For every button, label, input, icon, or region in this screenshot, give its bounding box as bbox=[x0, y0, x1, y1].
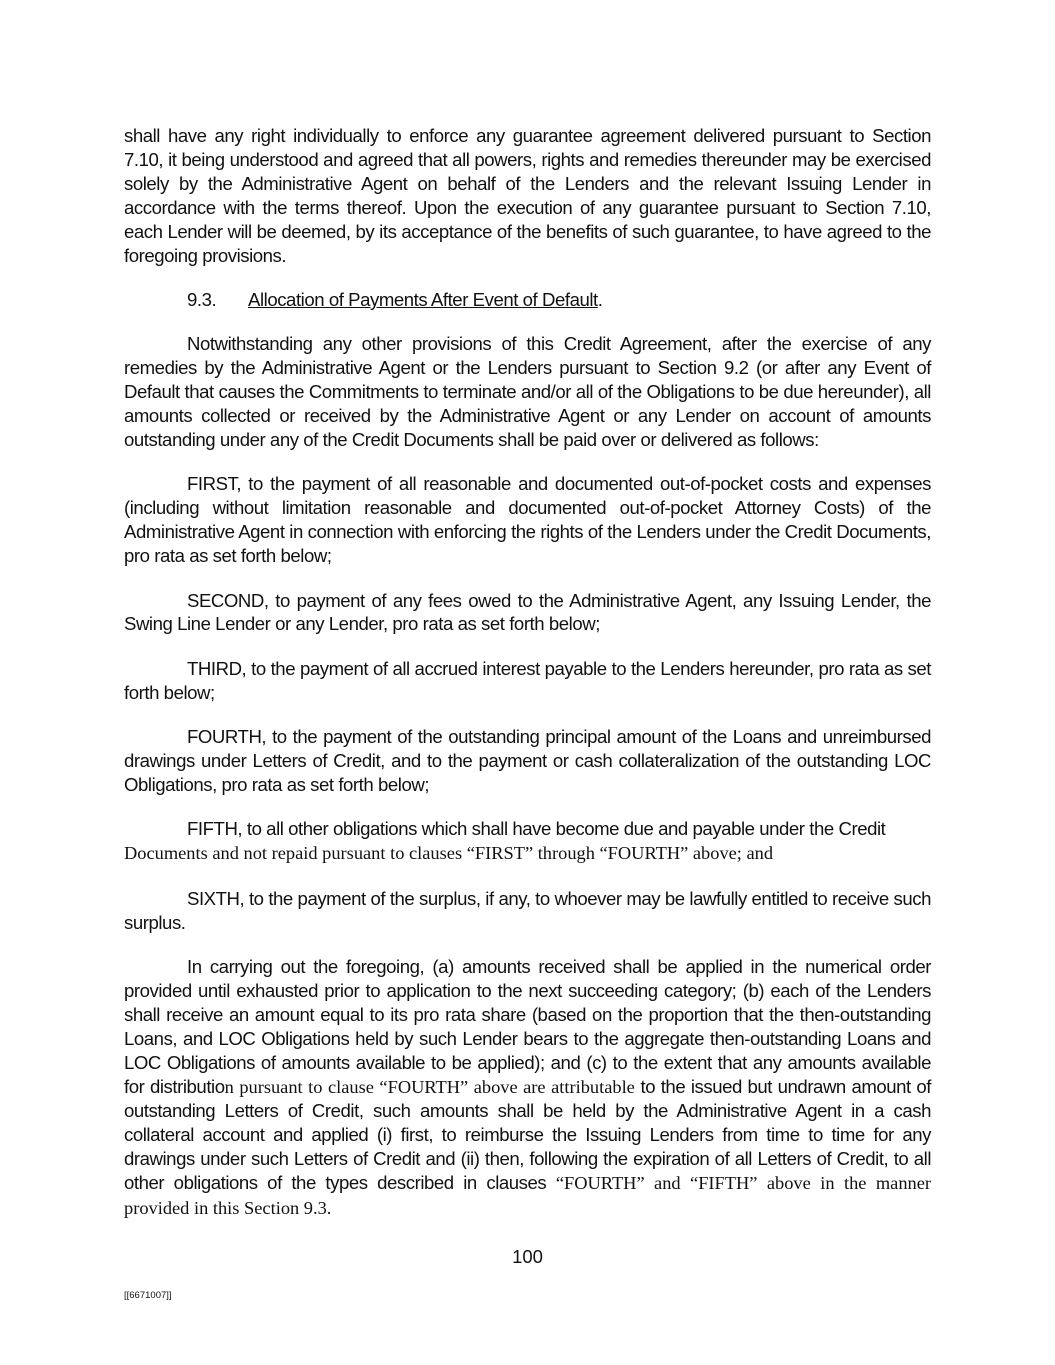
paragraph-application-part3: to the issued but undrawn amount of outstanding Letters of Credit, such amounts shall be held by the Administrative Agent in a cash collateral account and applied (i) first, to reimburse the Issuing Lenders from time to time for any drawings under such Letters of Credit and (ii) then, following the expiration of all Letters of Credit, to all other obligations of the types described in clauses bbox=[124, 1075, 931, 1194]
paragraph-fifth bbox=[124, 817, 931, 866]
paragraph-application-part1: In carrying out the foregoing, (a) amounts received shall be applied in the numerical order provided until exhausted prior to application to the next succeeding category; (b) each of the Lenders shall receive an amount equal to its pro rata share (based on the proportion that the then-outstanding Loans, and LOC Obligations held by such Lender bears to the aggregate then-outstanding Loans and LOC Obligations of amounts available to be applied); and (c) to the extent that any amounts available for distributio bbox=[124, 955, 931, 1097]
paragraph-fifth-line1: FIFTH, to all other obligations which shall have become due and payable under the Credit bbox=[187, 818, 886, 840]
paragraph-second: SECOND, to payment of any fees owed to the Administrative Agent, any Issuing Lender, the Swing Line Lender or any Lender, pro rata as set forth below; bbox=[124, 589, 931, 635]
paragraph-fifth-line2: Documents and not repaid pursuant to clauses “FIRST” through “FOURTH” above; and bbox=[124, 843, 774, 864]
paragraph-guarantee-enforcement: shall have any right individually to enforce any guarantee agreement delivered pursuant to Section 7.10, it being understood and agreed that all powers, rights and remedies thereunder may be exercised solely by the Administrative Agent on behalf of the Lenders and the relevant Issuing Lender in accordance with the terms thereof. Upon the execution of any guarantee pursuant to Section 7.10, each Lender will be deemed, by its acceptance of the benefits of such guarantee, to have agreed to the foregoing provisions. bbox=[124, 125, 931, 266]
document-body bbox=[124, 124, 931, 1241]
paragraph-application-part4: “FOURTH” and “FIFTH” above in the manner provided in this Section 9.3. bbox=[124, 1173, 932, 1219]
page-number: 100 bbox=[512, 1246, 543, 1267]
paragraph-fourth: FOURTH, to the payment of the outstanding principal amount of the Loans and unreimbursed drawings under Letters of Credit, and to the payment or cash collateralization of the outstanding LOC Obligations, pro rata as set forth below; bbox=[124, 726, 931, 795]
paragraph-notwithstanding: Notwithstanding any other provisions of this Credit Agreement, after the exercise of any remedies by the Administrative Agent or the Lenders pursuant to Section 9.2 (or after any Event of Default that causes the Commitments to terminate and/or all of the Obligations to be due hereunder), all amounts collected or received by the Administrative Agent or any Lender on account of amounts outstanding under any of the Credit Documents shall be paid over or delivered as follows: bbox=[124, 333, 931, 450]
document-id: [[6671007]] bbox=[124, 1290, 172, 1301]
paragraph-application-part2: n pursuant to clause “FOURTH” above are attributable bbox=[224, 1076, 635, 1097]
section-title: Allocation of Payments After Event of Default bbox=[248, 288, 598, 310]
paragraph-sixth: SIXTH, to the payment of the surplus, if any, to whoever may be lawfully entitled to receive such surplus. bbox=[124, 887, 931, 933]
paragraph-first: FIRST, to the payment of all reasonable and documented out-of-pocket costs and expenses (including without limitation reasonable and documented out-of-pocket Attorney Costs) of the Administrative Agent in connection with enforcing the rights of the Lenders under the Credit Documents, pro rata as set forth below; bbox=[124, 473, 931, 567]
section-number: 9.3. bbox=[187, 288, 217, 310]
section-heading bbox=[187, 288, 931, 312]
paragraph-third: THIRD, to the payment of all accrued interest payable to the Lenders hereunder, pro rata as set forth below; bbox=[124, 657, 931, 703]
paragraph-application bbox=[124, 955, 931, 1221]
section-title-period: . bbox=[597, 288, 603, 310]
